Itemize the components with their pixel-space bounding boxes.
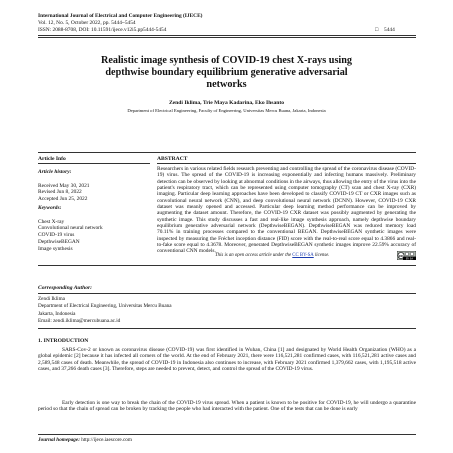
abstract-heading: ABSTRACT bbox=[157, 156, 188, 162]
footer-rule bbox=[38, 434, 416, 435]
history-received: Received May 30, 2021 bbox=[38, 182, 90, 189]
keyword: DepthwiseBEGAN bbox=[38, 238, 80, 245]
corresponding-bottom-rule bbox=[38, 328, 416, 329]
journal-volume: Vol. 12, No. 5, October 2022, pp. 5444~5454 bbox=[38, 20, 136, 26]
license-link[interactable]: CC BY-SA bbox=[292, 253, 314, 258]
corresponding-heading: Corresponding Author: bbox=[38, 285, 93, 291]
corr-name: Zendi Iklima bbox=[38, 296, 65, 302]
paper-title bbox=[60, 55, 393, 91]
article-history bbox=[38, 169, 90, 203]
license-line bbox=[215, 253, 329, 258]
cc-by-sa-badge-icon[interactable] bbox=[397, 251, 416, 260]
info-bottom-rule bbox=[38, 265, 416, 266]
journal-name: International Journal of Electrical and Computer Engineering (IJECE) bbox=[38, 13, 203, 19]
badge-label: BY SA bbox=[406, 257, 413, 260]
corresponding-details bbox=[38, 296, 172, 326]
abstract-head-rule bbox=[157, 163, 416, 164]
intro-paragraph-2: Early detection is one way to break the chain of the COVID-19 virus spread. When a patient is known to be positive for COVID-19, he will undergo a quarantine period so that the chain of spread can be broken by tracking the people who had interacted with the patient. One of the tests that can be done is early bbox=[38, 400, 416, 413]
title-line: depthwise boundary equilibrium generative adversarial bbox=[105, 67, 348, 78]
title-line: Realistic image synthesis of COVID-19 chest X-rays using bbox=[101, 55, 352, 66]
journal-homepage bbox=[38, 437, 132, 443]
keyword: Image synthesis bbox=[38, 245, 73, 252]
title-line: networks bbox=[206, 79, 247, 90]
keywords-heading: Keywords: bbox=[38, 205, 62, 211]
page-number: 5444 bbox=[384, 27, 395, 33]
article-info-heading: Article Info bbox=[38, 156, 66, 162]
header-rule bbox=[38, 35, 416, 36]
header-rule-2 bbox=[38, 37, 416, 38]
abstract-text: Researchers in various related fields research preventing and controlling the spread of the coronavirus disease (COVID-19) virus. The spread of the COVID-19 is increasing exponentially and infecting humans massively. Preliminary detection can be observed by looking at abnormal conditions in the airways, thus allowing the entry of the virus into the patient's respiratory tract, which can be represented using computer tomography (CT) scan and chest X-ray (CXR) imaging. Particular deep learning approaches have been developed to classify COVID-19 CT or CXR images such as convolutional neural network (CNN), and deep convolutional neural network (DCNN). However, COVID-19 CXR dataset was meanly opened and accessed. Particular deep learning method performance can be improved by augmenting the dataset amount. Therefore, the COVID-19 CXR dataset was possibly augmented by generating the synthetic image. This study discusses a fast and real-like image synthesis approach, namely depthwise boundary equilibrium generative adversarial network (DepthwiseBEGAN). DepthwiseBEGAN was reduced memory load 70.11% in training processes compared to the conventional BEGAN. DepthwiseBEGAN synthetic images were inspected by measuring the Fréchet inception distance (FID) score with the real-to-real score equal to 4.3866 and real-to-fake score equal to 4.3678. Moreover, generated DepthwiseBEGAN synthetic images improve 22.59% accuracy of conventional CNN models. bbox=[157, 166, 416, 255]
keyword: Chest X-ray bbox=[38, 218, 65, 225]
corresponding-rule bbox=[38, 293, 416, 294]
license-text: This is an open access article under the bbox=[215, 253, 293, 258]
corr-dept: Department of Electrical Engineering, Universitas Mercu Buana bbox=[38, 303, 172, 310]
corr-email[interactable]: Email: zendi.iklima@mercubuana.ac.id bbox=[38, 318, 121, 325]
keywords-block bbox=[38, 205, 103, 253]
license-suffix: license. bbox=[313, 253, 330, 258]
info-head-rule bbox=[38, 163, 150, 164]
keyword: COVID-19 virus bbox=[38, 232, 75, 239]
homepage-label: Journal homepage: bbox=[38, 437, 80, 443]
history-accepted: Accepted Jun 25, 2022 bbox=[38, 196, 88, 203]
paper-authors: Zendi Iklima, Trie Maya Kadarina, Eko Ihsanto bbox=[168, 100, 285, 106]
paper-affiliation: Department of Electrical Engineering, Faculty of Engineering, Universitas Mercu Buana, Jakarta, Indonesia bbox=[127, 108, 326, 113]
homepage-url[interactable]: http://ijece.iaescore.com bbox=[81, 437, 132, 443]
keyword: Convolutional neural network bbox=[38, 225, 103, 232]
history-heading: Article history: bbox=[38, 169, 72, 175]
corr-city: Jakarta, Indonesia bbox=[38, 310, 76, 317]
introduction-heading: 1. INTRODUCTION bbox=[38, 338, 89, 344]
journal-issn-row bbox=[38, 27, 395, 33]
history-revised: Revised Jun 8, 2022 bbox=[38, 189, 82, 196]
page-marker-icon: □ bbox=[375, 27, 379, 33]
svg-text:cc: cc bbox=[398, 253, 404, 258]
intro-paragraph-1: SARS-Cov-2 or known as coronavirus disease (COVID-19) was first identified in Wuhan, China [1] and designated by World Health Organization (WHO) as a global epidemic [2] because it has infected all corners of the world. At the end of February 2021, there were 116,521,281 confirmed cases, with 116,521,281 active cases and 2,589,548 cases of death. Meanwhile, the spread of COVID-19 in Indonesia also continues to increase, with February 2021 confirmed 1,379,662 cases, with 1,195,518 active cases, and 37,266 death cases [3]. Therefore, steps are needed to prevent, detect, and control the spread of the COVID-19 virus. bbox=[38, 347, 416, 373]
journal-issn: ISSN: 2088-8708, DOI: 10.11591/ijece.v12i5.pp5444-5454 bbox=[38, 27, 167, 33]
info-top-rule bbox=[38, 152, 416, 153]
